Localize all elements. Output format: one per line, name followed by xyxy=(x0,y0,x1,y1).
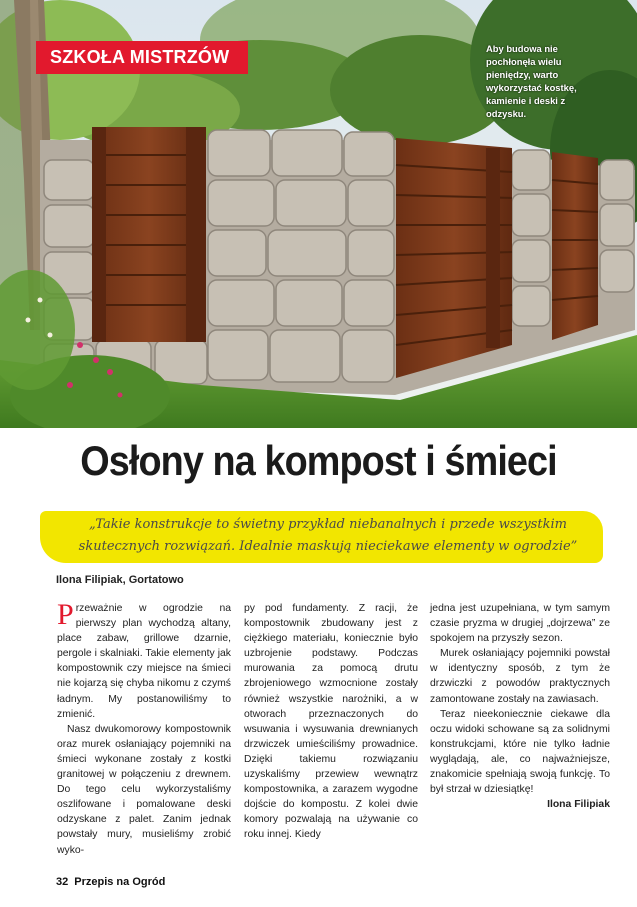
article-photo xyxy=(0,0,637,428)
paragraph: jedna jest uzupełniana, w tym samym czasie pryzma w drugiej „dojrzewa” ze spokojem na przyszły sezon. xyxy=(430,603,610,645)
paragraph: Teraz nieekoniecznie ciekawe dla oczu widoki schowane są za solidnymi konstrukcjami, które nie tylko ładnie wyglądają, ale, co najważniejsze, znakomicie spełniają swoją funkcję. To był strzał w dziesiątkę! xyxy=(430,708,610,796)
paragraph: Nasz dwukomorowy kompostownik oraz murek osłaniający pojemniki na śmieci wykonane zostały z kostki granitowej w połączeniu z drewnem. Do tego celu wykorzystaliśmy oszlifowane i pomalowane deski odzyskane z palet. Zanim jednak powstały mury, musieliśmy zrobić wyko- xyxy=(57,723,231,856)
paragraph-text: rzeważnie w ogrodzie na pierwszy plan wychodzą altany, place zabaw, grillowe dzarnie, pergole i skalniaki. Takie elementy jak kompostownik czy miejsce na śmieci nie kojarzą się chyba nikomu z czymś ładnym. My postanowiliśmy to zmienić. xyxy=(57,603,231,720)
photo-caption: Aby budowa nie pochłonęła wielu pieniędzy, warto wykorzystać kostkę, kamienie i deski z odzysku. xyxy=(486,43,577,119)
author-byline: Ilona Filipiak, Gortatowo xyxy=(56,574,184,586)
text-column-2 xyxy=(244,601,418,843)
magazine-name: Przepis na Ogród xyxy=(74,876,166,888)
paragraph: Murek osłaniający pojemniki powstał w identyczny sposób, z tym że drzwiczki z powodów praktycznych zamontowane zostały na zawiasach. xyxy=(430,648,610,705)
article-title: Osłony na kompost i śmieci xyxy=(80,437,557,484)
section-tag: SZKOŁA MISTRZÓW xyxy=(36,41,248,74)
text-column-1 xyxy=(57,598,231,858)
text-column-3 xyxy=(430,601,610,812)
dropcap: P xyxy=(57,598,74,631)
page-footer xyxy=(56,876,165,888)
pull-quote: „Takie konstrukcje to świetny przykład niebanalnych i przede wszystkim skutecznych rozwiązań. Idealnie maskują nieciekawe elementy w ogrodzie” xyxy=(78,517,578,554)
signature: Ilona Filipiak xyxy=(547,799,610,811)
paragraph: py pod fundamenty. Z racji, że kompostownik zbudowany jest z ciężkiego materiału, koniecznie było uzbrojenie podstawy. Podczas murowania za pomocą drutu zbrojeniowego wzmocnione zostały również wszystkie narożniki, a w otworach przeznaczonych do wsuwania i wysuwania drewnianych drzwiczek umieściliśmy prowadnice. Dzięki takiemu rozwiązaniu uzyskaliśmy przewiew wewnątrz kompostownika, a zarazem wygodne dojście do kompostu. Z kolei dwie komory pozwalają na używanie co roku innej. Kiedy xyxy=(244,603,418,841)
paragraph xyxy=(57,598,231,722)
page-number: 32 xyxy=(56,876,69,888)
